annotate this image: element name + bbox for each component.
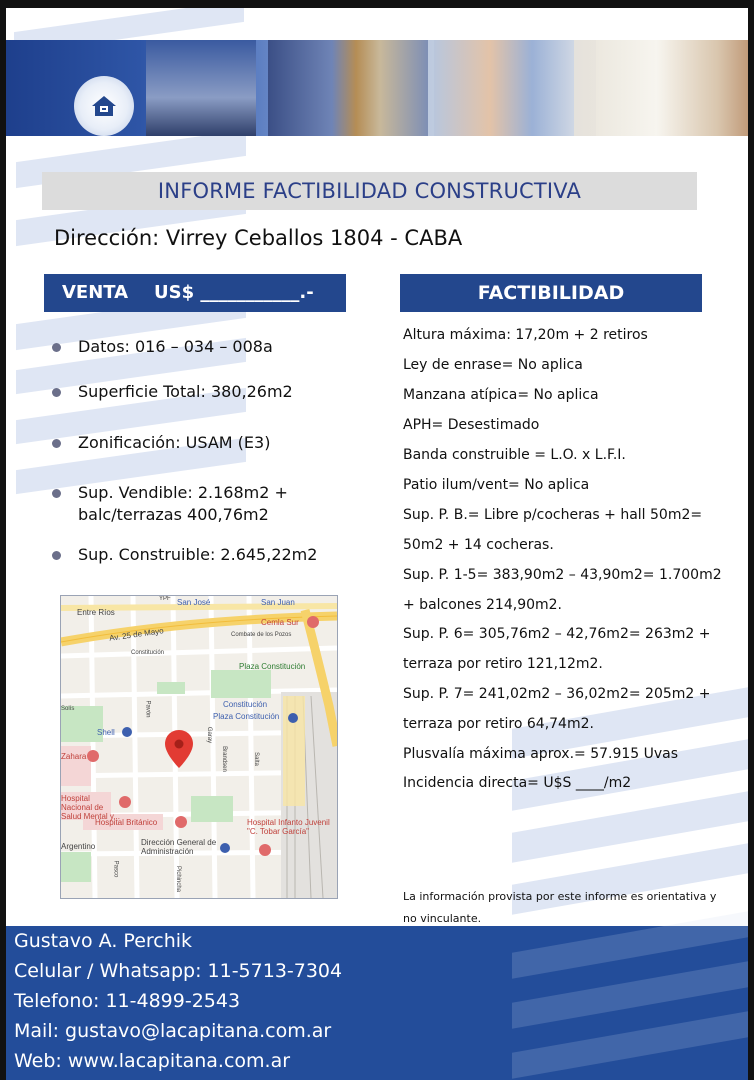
- detail-text: Sup. Construible: 2.645,22m2: [78, 545, 318, 564]
- company-logo: [74, 76, 134, 136]
- detail-text: Datos: 016 – 034 – 008a: [78, 337, 273, 356]
- factibilidad-line: Patio ilum/vent= No aplica: [403, 477, 590, 493]
- factibilidad-line: APH= Desestimado: [403, 417, 540, 433]
- map-street-label: Pasco: [112, 860, 119, 878]
- map-place-label: Dirección General de Administración: [141, 838, 217, 856]
- banner-photo-door: [596, 40, 748, 136]
- factibilidad-heading: FACTIBILIDAD: [477, 282, 625, 304]
- bullet-icon: [52, 343, 61, 352]
- location-map[interactable]: [60, 595, 338, 899]
- map-street-label: Combate de los Pozos: [231, 632, 292, 638]
- detail-text: Superficie Total: 380,26m2: [78, 382, 293, 401]
- map-place-label: Hospital Nacional de Salud Mental y...: [61, 794, 120, 821]
- bullet-icon: [52, 388, 61, 397]
- map-place-label: Plaza Constitución: [239, 662, 306, 671]
- detail-text: Zonificación: USAM (E3): [78, 433, 271, 452]
- factibilidad-line: Plusvalía máxima aprox.= 57.915 Uvas: [403, 746, 679, 762]
- factibilidad-line: Ley de enrase= No aplica: [403, 357, 583, 373]
- factibilidad-line: Sup. P. B.= Libre p/cocheras + hall 50m2=: [403, 507, 703, 523]
- bullet-icon: [52, 439, 61, 448]
- detail-text: Sup. Vendible: 2.168m2 + balc/terrazas 400,76m2: [78, 483, 288, 524]
- contact-mail-link[interactable]: Mail: gustavo@lacapitana.com.ar: [14, 1020, 332, 1042]
- factibilidad-line: Banda construible = L.O. x L.F.I.: [403, 447, 626, 463]
- map-place-label: Cemla Sur: [261, 618, 299, 627]
- map-place-label: Plaza Constitución: [213, 712, 280, 721]
- map-street-label: Solís: [61, 706, 75, 712]
- flyer-page: [6, 8, 748, 1080]
- map-street-label: Brandsen: [220, 746, 227, 772]
- factibilidad-line: Altura máxima: 17,20m + 2 retiros: [403, 327, 648, 343]
- map-badge: YPF: [159, 596, 171, 602]
- contact-footer: [6, 926, 748, 1080]
- property-address: Dirección: Virrey Ceballos 1804 - CABA: [54, 226, 463, 250]
- map-pin-icon: [165, 730, 193, 768]
- map-place-label: Hospital Infanto Juvenil "C. Tobar García": [247, 818, 330, 836]
- venta-label: VENTA: [62, 282, 129, 303]
- banner-photo-selfie: [434, 40, 574, 136]
- contact-name: Gustavo A. Perchik: [14, 930, 193, 952]
- map-place-label: Constitución: [223, 700, 268, 709]
- map-place-label: Zahara: [61, 752, 87, 761]
- page-title: INFORME FACTIBILIDAD CONSTRUCTIVA: [157, 179, 582, 203]
- factibilidad-line: Sup. P. 1-5= 383,90m2 – 43,90m2= 1.700m2: [403, 567, 722, 583]
- factibilidad-line: Incidencia directa= U$S ____/m2: [403, 775, 632, 791]
- venta-price: US$ ___________.-: [154, 282, 314, 303]
- map-street-label: Pichincha: [175, 865, 182, 893]
- factibilidad-line: Sup. P. 6= 305,76m2 – 42,76m2= 263m2 +: [403, 626, 711, 642]
- map-street-label: Garay: [206, 726, 213, 744]
- map-place-label: Shell: [97, 728, 115, 737]
- disclaimer: La información provista por este informe es orientativa y no vinculante.: [403, 890, 717, 925]
- map-street-label: San Juan: [261, 598, 295, 607]
- factibilidad-line: terraza por retiro 121,12m2.: [403, 656, 603, 672]
- map-street-label: Av. 25 de Mayo: [108, 626, 165, 643]
- banner-photo-hug: [146, 40, 256, 136]
- house-logo-icon: [90, 92, 118, 120]
- map-street-label: Constitución: [131, 650, 165, 656]
- map-street-label: Pavón: [144, 700, 151, 718]
- contact-celular[interactable]: Celular / Whatsapp: 11-5713-7304: [14, 960, 343, 982]
- factibilidad-line: + balcones 214,90m2.: [403, 597, 563, 613]
- factibilidad-bar: [400, 274, 702, 312]
- map-street-label: Entre Ríos: [77, 608, 115, 617]
- map-place-label: Hospital Británico: [95, 818, 158, 827]
- bullet-icon: [52, 551, 61, 560]
- venta-bar: [44, 274, 346, 312]
- factibilidad-line: terraza por retiro 64,74m2.: [403, 716, 594, 732]
- header-banner: [6, 40, 748, 136]
- map-street-label: San José: [177, 598, 211, 607]
- factibilidad-line: 50m2 + 14 cocheras.: [403, 537, 554, 553]
- contact-telefono[interactable]: Telefono: 11-4899-2543: [14, 990, 241, 1012]
- bullet-icon: [52, 489, 61, 498]
- map-street-label: Salta: [252, 752, 259, 766]
- factibilidad-line: Manzana atípica= No aplica: [403, 387, 599, 403]
- contact-web-link[interactable]: Web: www.lacapitana.com.ar: [14, 1050, 291, 1072]
- banner-photo-dog: [268, 40, 428, 136]
- factibilidad-line: Sup. P. 7= 241,02m2 – 36,02m2= 205m2 +: [403, 686, 711, 702]
- map-place-label: Argentino: [61, 842, 96, 851]
